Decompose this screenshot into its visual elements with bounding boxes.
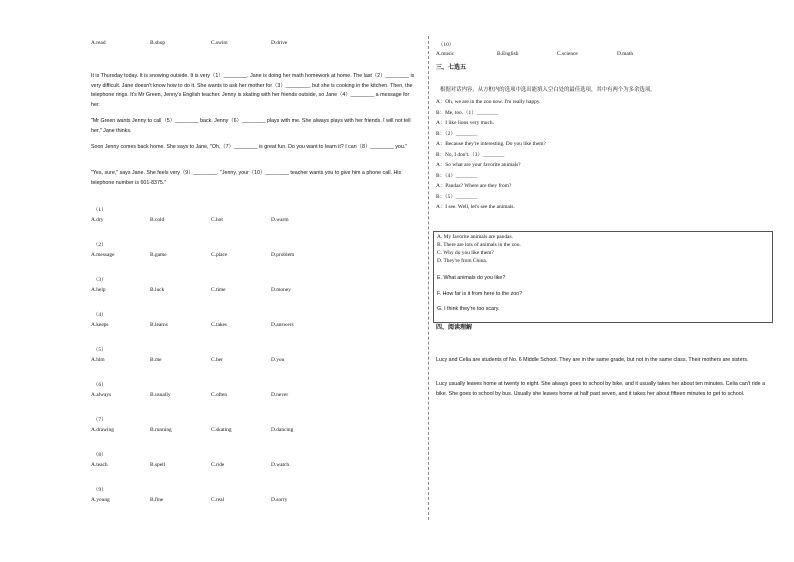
option-b[interactable]: B.usually	[150, 392, 171, 398]
option-c[interactable]: C.real	[211, 497, 225, 503]
option-a[interactable]: A.drawing	[91, 427, 114, 433]
option-b[interactable]: B.game	[150, 252, 167, 258]
question-number: （3）	[93, 277, 107, 283]
option-a[interactable]: A.teach	[91, 462, 108, 468]
option-d[interactable]: D.dancing	[271, 427, 294, 433]
question-number: （2）	[93, 242, 107, 248]
box-option: E. What animals do you like?	[437, 275, 506, 281]
option-c[interactable]: C.place	[211, 252, 228, 258]
dialogue-line: A：Because they're interesting. Do you like them?	[436, 141, 546, 147]
question-number: （4）	[93, 312, 107, 318]
option-d[interactable]: D.never	[271, 392, 289, 398]
option-b[interactable]: B.me	[150, 357, 162, 363]
option-b[interactable]: B.fine	[150, 497, 164, 503]
box-option: B. There are lots of animals in the zoo.	[437, 242, 521, 248]
option-d[interactable]: D.watch	[271, 462, 290, 468]
option-a[interactable]: A.music	[436, 51, 455, 57]
option-a[interactable]: A.message	[91, 252, 115, 258]
option-d[interactable]: D.money	[271, 287, 291, 293]
box-option: A. My favorite animals are pandas.	[437, 234, 513, 240]
option-d[interactable]: D.you	[271, 357, 285, 363]
dialogue-line: A：Oh, we are in the zoo now. I'm really happy.	[436, 99, 541, 105]
option-c[interactable]: C.ride	[211, 462, 225, 468]
option-c[interactable]: C.often	[211, 392, 228, 398]
passage-paragraph-1: It is Thursday today. It is snowing outside. It is very（1）________. Jane is doing her math homework at home. The last（2）________ is very difficult. Jane doesn't know how to do it. She wants to ask her mother for（3）________, but she is cooking in the kitchen. Then, the telephone rings. It's Mr Green, Jenny's English teacher. Jenny is skating with her friends outside, so Jane（4）________ a message for her.	[91, 73, 415, 108]
dialogue-line: A：So what are your favorite animals?	[436, 162, 521, 168]
dialogue-line: B：No, I don't.（3）________	[436, 151, 505, 158]
option-a: A.read	[91, 40, 106, 46]
column-divider	[428, 36, 429, 520]
option-b[interactable]: B.running	[150, 427, 172, 433]
option-b[interactable]: B.spell	[150, 462, 166, 468]
dialogue-line: B：Me, too.（1）________	[436, 109, 499, 116]
option-d[interactable]: D.answers	[271, 322, 294, 328]
option-d: D.drive	[271, 40, 288, 46]
option-d[interactable]: D.warm	[271, 217, 289, 223]
box-option: G. I think they're too scary.	[437, 306, 500, 312]
dialogue-line: B：（4）________	[436, 172, 478, 179]
section-instruction: 根据对话内容，从方框内的选项中选出能填入空白处的最佳选项，其中有两个为多余选项。	[440, 87, 656, 93]
options-box	[433, 231, 773, 323]
option-a[interactable]: A.keeps	[91, 322, 109, 328]
option-c[interactable]: C.takes	[211, 322, 228, 328]
option-d[interactable]: D.sorry	[271, 497, 288, 503]
box-option: D. They're from China.	[437, 258, 488, 264]
dialogue-line: B：（5）________	[436, 193, 478, 200]
option-d[interactable]: D.math	[617, 51, 634, 57]
question-number: （6）	[93, 382, 107, 388]
question-number: （8）	[93, 452, 107, 458]
option-a[interactable]: A.help	[91, 287, 106, 293]
question-number: （9）	[93, 487, 107, 493]
option-a[interactable]: A.dry	[91, 217, 104, 223]
dialogue-line: A：Pandas? Where are they from?	[436, 183, 512, 189]
question-number: （10）	[438, 42, 455, 48]
option-c[interactable]: C.her	[211, 357, 223, 363]
section-heading: 三、七选五	[436, 65, 467, 71]
option-a[interactable]: A.always	[91, 392, 112, 398]
reading-paragraph-2: Lucy usually leaves home at twenty to eight. She always goes to school by bike, and it usually takes her about ten minutes. Celia can't ride a bike. She goes to school by bus. Usually she leaves home at half past seven, and it takes her about fifteen minutes to get to school.	[436, 381, 766, 397]
option-c[interactable]: C.time	[211, 287, 226, 293]
reading-paragraph-1: Lucy and Celia are students of No. 6 Middle School. They are in the same grade, but not in the same class. Their mothers are sisters.	[436, 357, 749, 363]
option-b[interactable]: B.learns	[150, 322, 168, 328]
dialogue-line: B：（2）________	[436, 130, 478, 137]
box-option: F. How far is it from here to the zoo?	[437, 291, 523, 297]
option-c[interactable]: C.skating	[211, 427, 232, 433]
question-number: （1）	[93, 207, 107, 213]
passage-paragraph-3: Soon Jenny comes back home. She says to Jane, "Oh,（7）________ is great fun. Do you want to learn it? I can（8）________ you."	[91, 144, 408, 150]
option-b[interactable]: B.luck	[150, 287, 165, 293]
question-number: （7）	[93, 417, 107, 423]
passage-paragraph-4: "Yes, sure," says Jane. She feels very（9）________. "Jenny, your（10）________ teacher wants you to give him a phone call. His telephone number is 601-8375."	[91, 170, 402, 186]
option-a[interactable]: A.young	[91, 497, 110, 503]
dialogue-line: A：I like lions very much.	[436, 120, 494, 126]
option-b: B.shop	[150, 40, 166, 46]
option-a[interactable]: A.him	[91, 357, 105, 363]
option-b[interactable]: B.cold	[150, 217, 165, 223]
box-option: C. Why do you like them?	[437, 250, 494, 256]
option-c: C.swim	[211, 40, 228, 46]
passage-paragraph-2: "Mr Green wants Jenny to call（5）________ back. Jenny（6）________ plays with me. She always plays with her friends. I will not tell her," Jane thinks.	[91, 118, 411, 134]
option-d[interactable]: D.problem	[271, 252, 295, 258]
dialogue-line: A：I see. Well, let's see the animals.	[436, 204, 515, 210]
option-b[interactable]: B.English	[497, 51, 519, 57]
section-heading: 四、阅读理解	[436, 325, 473, 331]
option-c[interactable]: C.science	[557, 51, 578, 57]
question-number: （5）	[93, 347, 107, 353]
option-c[interactable]: C.hot	[211, 217, 223, 223]
